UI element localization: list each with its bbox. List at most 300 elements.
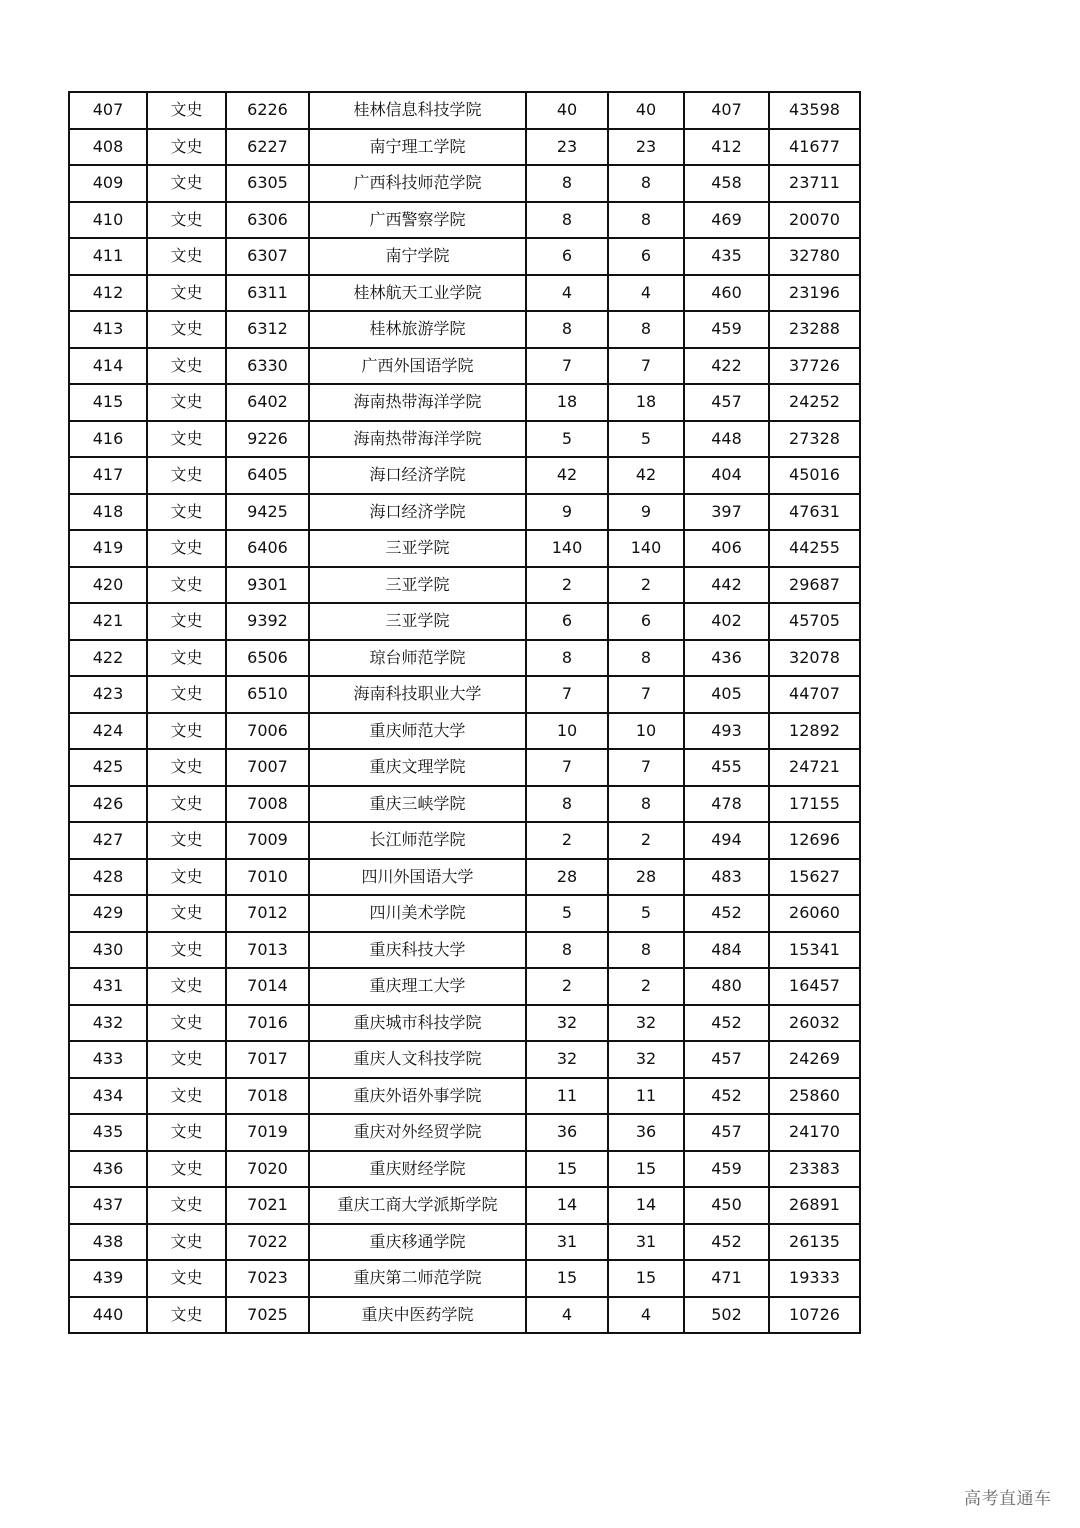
plan-count-cell: 2 bbox=[526, 968, 608, 1005]
min-rank-cell: 23288 bbox=[769, 311, 860, 348]
min-score-cell: 448 bbox=[684, 421, 769, 458]
min-score-cell: 455 bbox=[684, 749, 769, 786]
school-code-cell: 7008 bbox=[226, 786, 309, 823]
table-body bbox=[69, 92, 860, 1333]
min-rank-cell: 32078 bbox=[769, 640, 860, 677]
admitted-count-cell: 4 bbox=[608, 275, 684, 312]
table-row bbox=[69, 676, 860, 713]
row-number-cell: 421 bbox=[69, 603, 147, 640]
subject-category-cell: 文史 bbox=[147, 165, 226, 202]
school-code-cell: 7022 bbox=[226, 1224, 309, 1261]
min-rank-cell: 15341 bbox=[769, 932, 860, 969]
plan-count-cell: 23 bbox=[526, 129, 608, 166]
row-number-cell: 435 bbox=[69, 1114, 147, 1151]
subject-category-cell: 文史 bbox=[147, 603, 226, 640]
min-rank-cell: 41677 bbox=[769, 129, 860, 166]
school-code-cell: 6306 bbox=[226, 202, 309, 239]
school-name-cell: 海南热带海洋学院 bbox=[309, 421, 526, 458]
school-code-cell: 6405 bbox=[226, 457, 309, 494]
admitted-count-cell: 8 bbox=[608, 786, 684, 823]
admitted-count-cell: 11 bbox=[608, 1078, 684, 1115]
table-row bbox=[69, 238, 860, 275]
table-row bbox=[69, 129, 860, 166]
row-number-cell: 412 bbox=[69, 275, 147, 312]
subject-category-cell: 文史 bbox=[147, 1151, 226, 1188]
school-code-cell: 6226 bbox=[226, 92, 309, 129]
admitted-count-cell: 31 bbox=[608, 1224, 684, 1261]
subject-category-cell: 文史 bbox=[147, 895, 226, 932]
min-rank-cell: 16457 bbox=[769, 968, 860, 1005]
row-number-cell: 422 bbox=[69, 640, 147, 677]
min-rank-cell: 12696 bbox=[769, 822, 860, 859]
row-number-cell: 425 bbox=[69, 749, 147, 786]
min-rank-cell: 32780 bbox=[769, 238, 860, 275]
min-score-cell: 469 bbox=[684, 202, 769, 239]
min-rank-cell: 44255 bbox=[769, 530, 860, 567]
school-code-cell: 6506 bbox=[226, 640, 309, 677]
row-number-cell: 433 bbox=[69, 1041, 147, 1078]
plan-count-cell: 7 bbox=[526, 676, 608, 713]
plan-count-cell: 140 bbox=[526, 530, 608, 567]
admitted-count-cell: 5 bbox=[608, 421, 684, 458]
subject-category-cell: 文史 bbox=[147, 1114, 226, 1151]
school-name-cell: 海口经济学院 bbox=[309, 457, 526, 494]
row-number-cell: 423 bbox=[69, 676, 147, 713]
subject-category-cell: 文史 bbox=[147, 822, 226, 859]
school-name-cell: 海南热带海洋学院 bbox=[309, 384, 526, 421]
row-number-cell: 437 bbox=[69, 1187, 147, 1224]
row-number-cell: 415 bbox=[69, 384, 147, 421]
min-score-cell: 460 bbox=[684, 275, 769, 312]
admitted-count-cell: 28 bbox=[608, 859, 684, 896]
school-code-cell: 7010 bbox=[226, 859, 309, 896]
table-row bbox=[69, 786, 860, 823]
table-row bbox=[69, 603, 860, 640]
plan-count-cell: 8 bbox=[526, 202, 608, 239]
school-name-cell: 重庆中医药学院 bbox=[309, 1297, 526, 1334]
school-code-cell: 7013 bbox=[226, 932, 309, 969]
table-row bbox=[69, 932, 860, 969]
school-name-cell: 重庆三峡学院 bbox=[309, 786, 526, 823]
row-number-cell: 420 bbox=[69, 567, 147, 604]
subject-category-cell: 文史 bbox=[147, 859, 226, 896]
school-code-cell: 7025 bbox=[226, 1297, 309, 1334]
admitted-count-cell: 18 bbox=[608, 384, 684, 421]
min-score-cell: 442 bbox=[684, 567, 769, 604]
row-number-cell: 408 bbox=[69, 129, 147, 166]
subject-category-cell: 文史 bbox=[147, 530, 226, 567]
table-row bbox=[69, 968, 860, 1005]
plan-count-cell: 5 bbox=[526, 421, 608, 458]
plan-count-cell: 40 bbox=[526, 92, 608, 129]
row-number-cell: 427 bbox=[69, 822, 147, 859]
school-name-cell: 四川美术学院 bbox=[309, 895, 526, 932]
row-number-cell: 409 bbox=[69, 165, 147, 202]
row-number-cell: 414 bbox=[69, 348, 147, 385]
admitted-count-cell: 23 bbox=[608, 129, 684, 166]
min-rank-cell: 15627 bbox=[769, 859, 860, 896]
plan-count-cell: 4 bbox=[526, 275, 608, 312]
subject-category-cell: 文史 bbox=[147, 129, 226, 166]
plan-count-cell: 11 bbox=[526, 1078, 608, 1115]
school-name-cell: 琼台师范学院 bbox=[309, 640, 526, 677]
school-code-cell: 7021 bbox=[226, 1187, 309, 1224]
school-code-cell: 6402 bbox=[226, 384, 309, 421]
table-row bbox=[69, 1005, 860, 1042]
min-score-cell: 402 bbox=[684, 603, 769, 640]
plan-count-cell: 15 bbox=[526, 1151, 608, 1188]
plan-count-cell: 8 bbox=[526, 640, 608, 677]
min-rank-cell: 37726 bbox=[769, 348, 860, 385]
admitted-count-cell: 14 bbox=[608, 1187, 684, 1224]
min-score-cell: 458 bbox=[684, 165, 769, 202]
min-score-cell: 422 bbox=[684, 348, 769, 385]
school-code-cell: 6312 bbox=[226, 311, 309, 348]
min-score-cell: 478 bbox=[684, 786, 769, 823]
plan-count-cell: 7 bbox=[526, 749, 608, 786]
school-name-cell: 四川外国语大学 bbox=[309, 859, 526, 896]
admitted-count-cell: 36 bbox=[608, 1114, 684, 1151]
school-code-cell: 7007 bbox=[226, 749, 309, 786]
school-name-cell: 海口经济学院 bbox=[309, 494, 526, 531]
school-name-cell: 三亚学院 bbox=[309, 567, 526, 604]
subject-category-cell: 文史 bbox=[147, 1224, 226, 1261]
school-name-cell: 重庆师范大学 bbox=[309, 713, 526, 750]
school-name-cell: 广西外国语学院 bbox=[309, 348, 526, 385]
admitted-count-cell: 40 bbox=[608, 92, 684, 129]
subject-category-cell: 文史 bbox=[147, 713, 226, 750]
subject-category-cell: 文史 bbox=[147, 786, 226, 823]
subject-category-cell: 文史 bbox=[147, 676, 226, 713]
min-rank-cell: 19333 bbox=[769, 1260, 860, 1297]
school-code-cell: 6227 bbox=[226, 129, 309, 166]
school-code-cell: 6510 bbox=[226, 676, 309, 713]
admitted-count-cell: 32 bbox=[608, 1005, 684, 1042]
admitted-count-cell: 8 bbox=[608, 311, 684, 348]
table-row bbox=[69, 1078, 860, 1115]
plan-count-cell: 4 bbox=[526, 1297, 608, 1334]
school-name-cell: 重庆工商大学派斯学院 bbox=[309, 1187, 526, 1224]
min-score-cell: 494 bbox=[684, 822, 769, 859]
admitted-count-cell: 8 bbox=[608, 202, 684, 239]
school-code-cell: 9301 bbox=[226, 567, 309, 604]
school-name-cell: 重庆城市科技学院 bbox=[309, 1005, 526, 1042]
row-number-cell: 440 bbox=[69, 1297, 147, 1334]
school-name-cell: 重庆财经学院 bbox=[309, 1151, 526, 1188]
min-rank-cell: 45705 bbox=[769, 603, 860, 640]
min-rank-cell: 43598 bbox=[769, 92, 860, 129]
row-number-cell: 426 bbox=[69, 786, 147, 823]
min-score-cell: 452 bbox=[684, 1005, 769, 1042]
plan-count-cell: 31 bbox=[526, 1224, 608, 1261]
row-number-cell: 438 bbox=[69, 1224, 147, 1261]
admitted-count-cell: 9 bbox=[608, 494, 684, 531]
plan-count-cell: 15 bbox=[526, 1260, 608, 1297]
min-rank-cell: 23383 bbox=[769, 1151, 860, 1188]
min-score-cell: 483 bbox=[684, 859, 769, 896]
plan-count-cell: 32 bbox=[526, 1041, 608, 1078]
row-number-cell: 411 bbox=[69, 238, 147, 275]
plan-count-cell: 42 bbox=[526, 457, 608, 494]
row-number-cell: 430 bbox=[69, 932, 147, 969]
row-number-cell: 417 bbox=[69, 457, 147, 494]
table-row bbox=[69, 1114, 860, 1151]
min-score-cell: 459 bbox=[684, 1151, 769, 1188]
min-score-cell: 404 bbox=[684, 457, 769, 494]
min-score-cell: 493 bbox=[684, 713, 769, 750]
table-row bbox=[69, 713, 860, 750]
min-rank-cell: 26135 bbox=[769, 1224, 860, 1261]
row-number-cell: 416 bbox=[69, 421, 147, 458]
school-code-cell: 9392 bbox=[226, 603, 309, 640]
subject-category-cell: 文史 bbox=[147, 421, 226, 458]
min-score-cell: 484 bbox=[684, 932, 769, 969]
school-code-cell: 7009 bbox=[226, 822, 309, 859]
min-rank-cell: 24269 bbox=[769, 1041, 860, 1078]
min-rank-cell: 24721 bbox=[769, 749, 860, 786]
table-row bbox=[69, 457, 860, 494]
school-name-cell: 重庆理工大学 bbox=[309, 968, 526, 1005]
admitted-count-cell: 7 bbox=[608, 348, 684, 385]
min-score-cell: 457 bbox=[684, 1041, 769, 1078]
min-score-cell: 412 bbox=[684, 129, 769, 166]
admitted-count-cell: 8 bbox=[608, 640, 684, 677]
admitted-count-cell: 42 bbox=[608, 457, 684, 494]
admitted-count-cell: 5 bbox=[608, 895, 684, 932]
admitted-count-cell: 8 bbox=[608, 165, 684, 202]
plan-count-cell: 2 bbox=[526, 567, 608, 604]
plan-count-cell: 2 bbox=[526, 822, 608, 859]
school-name-cell: 桂林航天工业学院 bbox=[309, 275, 526, 312]
plan-count-cell: 14 bbox=[526, 1187, 608, 1224]
plan-count-cell: 6 bbox=[526, 603, 608, 640]
min-rank-cell: 25860 bbox=[769, 1078, 860, 1115]
table-row bbox=[69, 640, 860, 677]
plan-count-cell: 10 bbox=[526, 713, 608, 750]
school-code-cell: 9226 bbox=[226, 421, 309, 458]
subject-category-cell: 文史 bbox=[147, 494, 226, 531]
school-name-cell: 重庆外语外事学院 bbox=[309, 1078, 526, 1115]
min-rank-cell: 27328 bbox=[769, 421, 860, 458]
subject-category-cell: 文史 bbox=[147, 749, 226, 786]
min-score-cell: 397 bbox=[684, 494, 769, 531]
admitted-count-cell: 8 bbox=[608, 932, 684, 969]
subject-category-cell: 文史 bbox=[147, 348, 226, 385]
table-row bbox=[69, 202, 860, 239]
table-row bbox=[69, 1041, 860, 1078]
min-rank-cell: 23711 bbox=[769, 165, 860, 202]
subject-category-cell: 文史 bbox=[147, 311, 226, 348]
school-code-cell: 7016 bbox=[226, 1005, 309, 1042]
school-name-cell: 桂林旅游学院 bbox=[309, 311, 526, 348]
table-row bbox=[69, 275, 860, 312]
plan-count-cell: 7 bbox=[526, 348, 608, 385]
admitted-count-cell: 6 bbox=[608, 238, 684, 275]
min-score-cell: 452 bbox=[684, 1078, 769, 1115]
school-code-cell: 7019 bbox=[226, 1114, 309, 1151]
min-score-cell: 405 bbox=[684, 676, 769, 713]
admitted-count-cell: 140 bbox=[608, 530, 684, 567]
min-rank-cell: 45016 bbox=[769, 457, 860, 494]
min-score-cell: 459 bbox=[684, 311, 769, 348]
table-row bbox=[69, 384, 860, 421]
min-score-cell: 450 bbox=[684, 1187, 769, 1224]
plan-count-cell: 8 bbox=[526, 165, 608, 202]
min-score-cell: 457 bbox=[684, 384, 769, 421]
plan-count-cell: 8 bbox=[526, 932, 608, 969]
school-code-cell: 7006 bbox=[226, 713, 309, 750]
subject-category-cell: 文史 bbox=[147, 640, 226, 677]
subject-category-cell: 文史 bbox=[147, 238, 226, 275]
table-row bbox=[69, 311, 860, 348]
school-name-cell: 重庆人文科技学院 bbox=[309, 1041, 526, 1078]
min-rank-cell: 47631 bbox=[769, 494, 860, 531]
plan-count-cell: 36 bbox=[526, 1114, 608, 1151]
row-number-cell: 413 bbox=[69, 311, 147, 348]
table-row bbox=[69, 348, 860, 385]
admitted-count-cell: 10 bbox=[608, 713, 684, 750]
school-name-cell: 重庆文理学院 bbox=[309, 749, 526, 786]
row-number-cell: 428 bbox=[69, 859, 147, 896]
table-row bbox=[69, 822, 860, 859]
row-number-cell: 424 bbox=[69, 713, 147, 750]
school-code-cell: 7012 bbox=[226, 895, 309, 932]
subject-category-cell: 文史 bbox=[147, 1187, 226, 1224]
school-code-cell: 6330 bbox=[226, 348, 309, 385]
subject-category-cell: 文史 bbox=[147, 92, 226, 129]
table-row bbox=[69, 1187, 860, 1224]
subject-category-cell: 文史 bbox=[147, 968, 226, 1005]
subject-category-cell: 文史 bbox=[147, 932, 226, 969]
min-score-cell: 436 bbox=[684, 640, 769, 677]
plan-count-cell: 5 bbox=[526, 895, 608, 932]
plan-count-cell: 18 bbox=[526, 384, 608, 421]
min-rank-cell: 20070 bbox=[769, 202, 860, 239]
min-rank-cell: 24170 bbox=[769, 1114, 860, 1151]
table-row bbox=[69, 895, 860, 932]
min-rank-cell: 10726 bbox=[769, 1297, 860, 1334]
min-score-cell: 480 bbox=[684, 968, 769, 1005]
table-row bbox=[69, 1297, 860, 1334]
subject-category-cell: 文史 bbox=[147, 384, 226, 421]
school-name-cell: 海南科技职业大学 bbox=[309, 676, 526, 713]
min-score-cell: 452 bbox=[684, 895, 769, 932]
admitted-count-cell: 15 bbox=[608, 1260, 684, 1297]
row-number-cell: 429 bbox=[69, 895, 147, 932]
admitted-count-cell: 15 bbox=[608, 1151, 684, 1188]
min-score-cell: 406 bbox=[684, 530, 769, 567]
school-name-cell: 重庆科技大学 bbox=[309, 932, 526, 969]
school-name-cell: 三亚学院 bbox=[309, 530, 526, 567]
row-number-cell: 410 bbox=[69, 202, 147, 239]
min-score-cell: 502 bbox=[684, 1297, 769, 1334]
admitted-count-cell: 2 bbox=[608, 567, 684, 604]
subject-category-cell: 文史 bbox=[147, 1260, 226, 1297]
school-name-cell: 重庆移通学院 bbox=[309, 1224, 526, 1261]
plan-count-cell: 9 bbox=[526, 494, 608, 531]
admission-score-table bbox=[68, 91, 861, 1334]
plan-count-cell: 32 bbox=[526, 1005, 608, 1042]
school-code-cell: 6311 bbox=[226, 275, 309, 312]
plan-count-cell: 6 bbox=[526, 238, 608, 275]
school-name-cell: 广西科技师范学院 bbox=[309, 165, 526, 202]
school-name-cell: 重庆第二师范学院 bbox=[309, 1260, 526, 1297]
school-name-cell: 南宁学院 bbox=[309, 238, 526, 275]
min-rank-cell: 44707 bbox=[769, 676, 860, 713]
table-row bbox=[69, 530, 860, 567]
table-row bbox=[69, 92, 860, 129]
school-name-cell: 长江师范学院 bbox=[309, 822, 526, 859]
table-row bbox=[69, 859, 860, 896]
school-code-cell: 7023 bbox=[226, 1260, 309, 1297]
row-number-cell: 418 bbox=[69, 494, 147, 531]
min-rank-cell: 17155 bbox=[769, 786, 860, 823]
school-code-cell: 7014 bbox=[226, 968, 309, 1005]
school-code-cell: 7018 bbox=[226, 1078, 309, 1115]
subject-category-cell: 文史 bbox=[147, 1005, 226, 1042]
min-score-cell: 407 bbox=[684, 92, 769, 129]
min-rank-cell: 12892 bbox=[769, 713, 860, 750]
school-name-cell: 三亚学院 bbox=[309, 603, 526, 640]
school-name-cell: 重庆对外经贸学院 bbox=[309, 1114, 526, 1151]
subject-category-cell: 文史 bbox=[147, 1078, 226, 1115]
min-score-cell: 471 bbox=[684, 1260, 769, 1297]
plan-count-cell: 28 bbox=[526, 859, 608, 896]
table-row bbox=[69, 421, 860, 458]
school-name-cell: 南宁理工学院 bbox=[309, 129, 526, 166]
school-code-cell: 9425 bbox=[226, 494, 309, 531]
school-name-cell: 桂林信息科技学院 bbox=[309, 92, 526, 129]
school-name-cell: 广西警察学院 bbox=[309, 202, 526, 239]
min-rank-cell: 26060 bbox=[769, 895, 860, 932]
row-number-cell: 439 bbox=[69, 1260, 147, 1297]
admitted-count-cell: 6 bbox=[608, 603, 684, 640]
watermark: 高考直通车 bbox=[964, 1489, 1052, 1509]
row-number-cell: 434 bbox=[69, 1078, 147, 1115]
subject-category-cell: 文史 bbox=[147, 1041, 226, 1078]
min-score-cell: 452 bbox=[684, 1224, 769, 1261]
row-number-cell: 436 bbox=[69, 1151, 147, 1188]
admitted-count-cell: 7 bbox=[608, 749, 684, 786]
table-row bbox=[69, 1224, 860, 1261]
min-rank-cell: 26032 bbox=[769, 1005, 860, 1042]
row-number-cell: 407 bbox=[69, 92, 147, 129]
min-rank-cell: 24252 bbox=[769, 384, 860, 421]
admitted-count-cell: 4 bbox=[608, 1297, 684, 1334]
admitted-count-cell: 2 bbox=[608, 968, 684, 1005]
plan-count-cell: 8 bbox=[526, 786, 608, 823]
min-rank-cell: 23196 bbox=[769, 275, 860, 312]
school-code-cell: 6305 bbox=[226, 165, 309, 202]
admitted-count-cell: 7 bbox=[608, 676, 684, 713]
row-number-cell: 431 bbox=[69, 968, 147, 1005]
min-rank-cell: 26891 bbox=[769, 1187, 860, 1224]
subject-category-cell: 文史 bbox=[147, 275, 226, 312]
plan-count-cell: 8 bbox=[526, 311, 608, 348]
table-row bbox=[69, 1260, 860, 1297]
row-number-cell: 432 bbox=[69, 1005, 147, 1042]
subject-category-cell: 文史 bbox=[147, 1297, 226, 1334]
subject-category-cell: 文史 bbox=[147, 457, 226, 494]
school-code-cell: 6406 bbox=[226, 530, 309, 567]
subject-category-cell: 文史 bbox=[147, 567, 226, 604]
min-score-cell: 435 bbox=[684, 238, 769, 275]
school-code-cell: 6307 bbox=[226, 238, 309, 275]
table-row bbox=[69, 494, 860, 531]
subject-category-cell: 文史 bbox=[147, 202, 226, 239]
admitted-count-cell: 32 bbox=[608, 1041, 684, 1078]
admitted-count-cell: 2 bbox=[608, 822, 684, 859]
